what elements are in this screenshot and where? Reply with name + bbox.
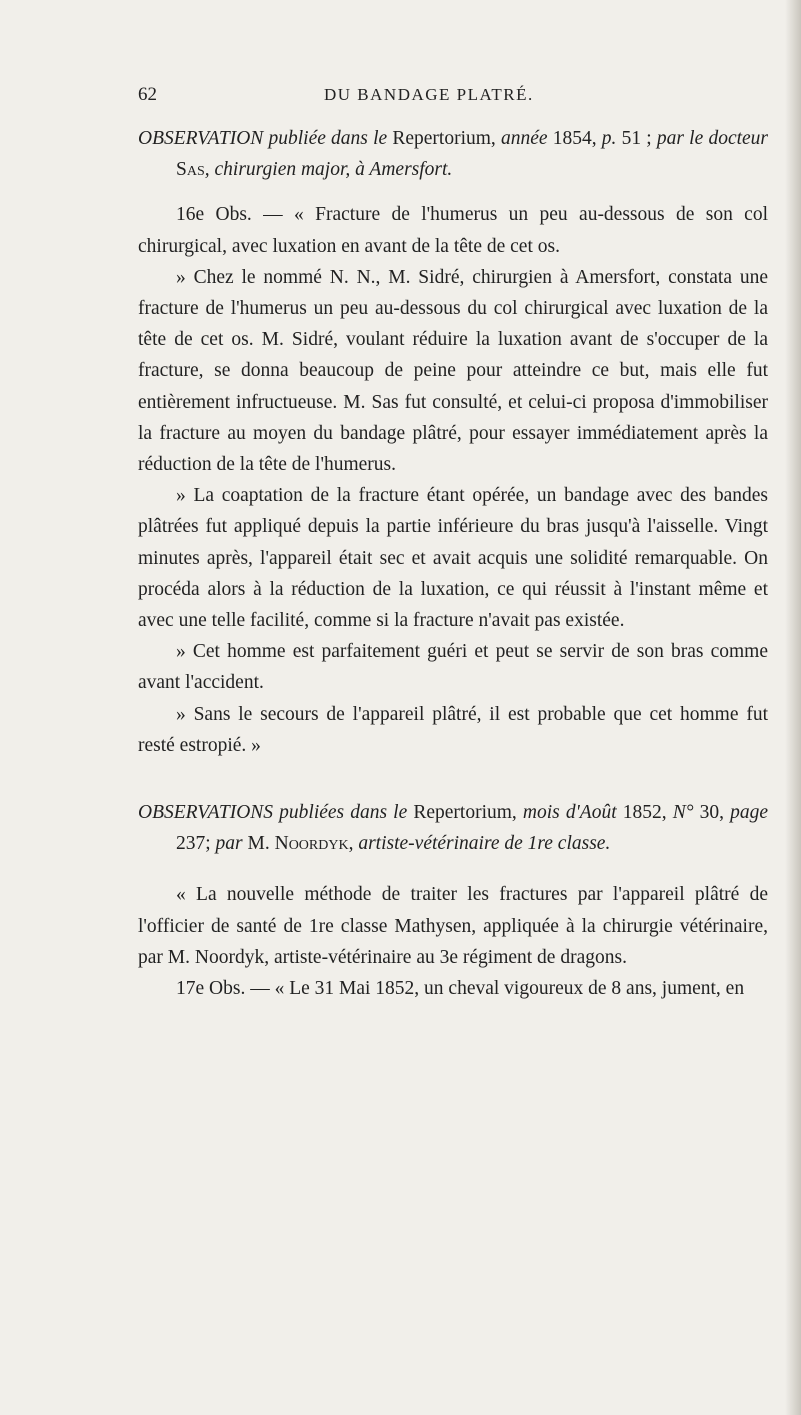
heading2-title: M. — [242, 833, 275, 855]
page-body — [138, 123, 768, 1004]
paragraph-obs-16: 16e Obs. — « Fracture de l'humerus un peu au-dessous de son col chirurgical, avec luxation en avant de la tête de cet os. — [138, 204, 768, 257]
heading2-author-role: artiste-vétérinaire de 1re classe. — [358, 833, 611, 855]
observation-heading-2 — [138, 797, 768, 859]
heading2-year: 1852, — [616, 802, 673, 824]
heading1-roman-mid: Repertorium, — [387, 128, 501, 149]
heading2-number-label: N° — [672, 802, 694, 824]
heading2-author: Noordyk — [274, 833, 349, 855]
heading1-by: par le docteur — [656, 128, 769, 149]
heading2-italic-lead: OBSERVATIONS publiées dans le — [138, 802, 408, 824]
heading2-month: mois d'Août — [522, 802, 617, 824]
paragraph-coaptation: » La coaptation de la fracture étant opérée, un bandage avec des bandes plâtrées fut appliqué depuis la partie inférieure du bras jusqu'à l'aisselle. Vingt minutes après, l'appareil était sec et avait acquis une solidité remarquable. On procéda alors à la réduction de la luxation, ce qui réussit à l'instant même et avec une telle facilité, comme si la fracture n'avait pas existée. — [138, 485, 768, 632]
heading1-year: 1854, — [547, 128, 602, 149]
paragraph-new-method: « La nouvelle méthode de traiter les fractures par l'appareil plâtré de l'officier de santé de 1re classe Mathysen, appliquée à la chirurgie vétérinaire, par M. Noordyk, artiste-vétérinaire au 3e régiment de dragons. — [138, 884, 768, 968]
heading1-page-number: 51 ; — [616, 128, 657, 149]
heading1-italic-lead: OBSERVATION publiée dans le — [138, 128, 388, 149]
heading2-page-number: 237; — [176, 833, 216, 855]
heading1-page-label: p. — [601, 128, 617, 149]
heading1-italic-year-label: année — [500, 128, 548, 149]
heading2-by: par — [215, 833, 243, 855]
page-number: 62 — [138, 84, 157, 105]
observation-heading-1 — [138, 123, 768, 185]
paragraph-conclusion: » Sans le secours de l'appareil plâtré, il est probable que cet homme fut resté estropié. » — [138, 703, 768, 756]
page-header — [138, 84, 758, 108]
heading2-journal: Repertorium, — [407, 802, 523, 824]
heading2-page-label: page — [730, 802, 769, 824]
page-edge-shadow — [785, 0, 801, 1415]
paragraph-obs-17: 17e Obs. — « Le 31 Mai 1852, un cheval vigoureux de 8 ans, jument, en — [176, 978, 745, 1000]
running-title: DU BANDAGE PLATRÉ. — [324, 85, 534, 104]
heading2-comma: , — [348, 833, 359, 855]
heading1-author-role: , chirurgien major, à Amersfort. — [204, 159, 453, 181]
paragraph-outcome: » Cet homme est parfaitement guéri et peut se servir de son bras comme avant l'accident. — [138, 641, 768, 694]
heading2-number: 30, — [693, 802, 731, 824]
paragraph-case-description: » Chez le nommé N. N., M. Sidré, chirurgien à Amersfort, constata une fracture de l'humerus un peu au-dessous du col chirurgical avec luxation de la tête de cet os. M. Sidré, voulant réduire la luxation avant de s'occuper de la fracture, se donna beaucoup de peine pour atteindre ce but, mais elle fut entièrement infructueuse. M. Sas fut consulté, et celui-ci proposa d'immobiliser la fracture au moyen du bandage plâtré, pour essayer immédiatement après la réduction de la tête de l'humerus. — [138, 266, 768, 476]
heading1-author: Sas — [176, 159, 205, 181]
